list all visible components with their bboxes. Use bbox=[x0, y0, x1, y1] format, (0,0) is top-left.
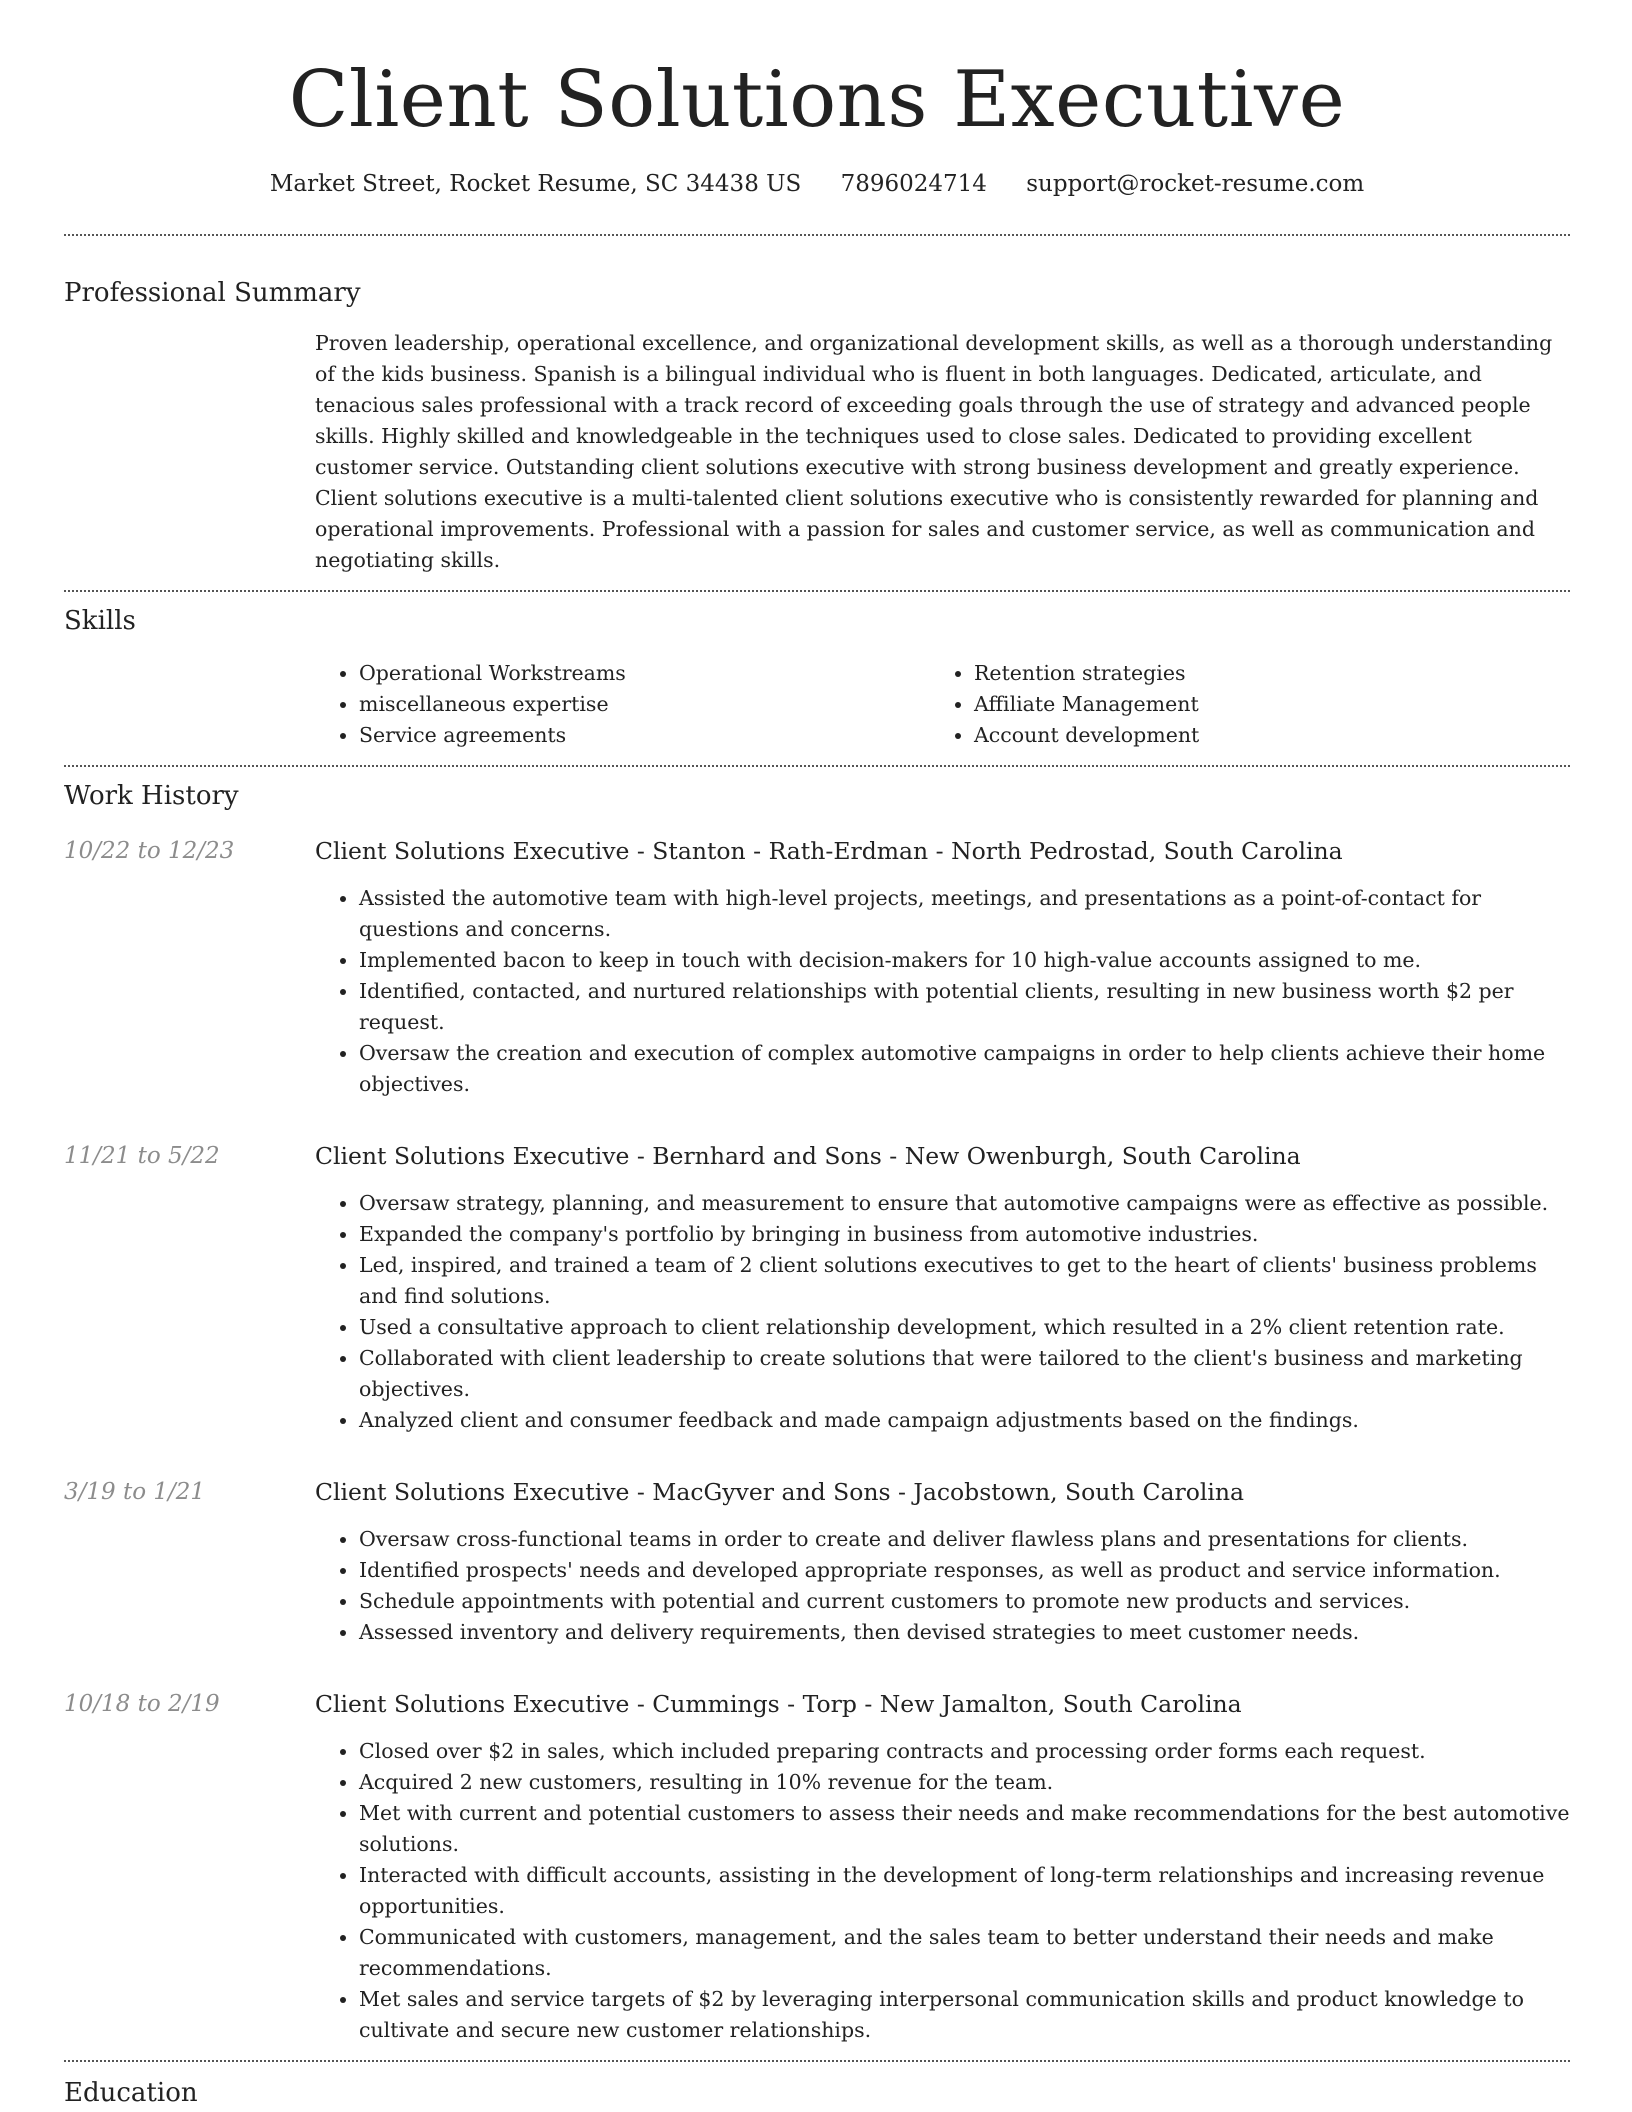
summary-heading: Professional Summary bbox=[64, 278, 361, 308]
skill-item: • Service agreements bbox=[359, 720, 930, 751]
contact-email: support@rocket-resume.com bbox=[1026, 171, 1365, 197]
work-history-heading: Work History bbox=[64, 781, 239, 811]
job-bullet: • Assisted the automotive team with high-level projects, meetings, and presentations as a point-of-contact for questions and concerns. bbox=[359, 883, 1570, 945]
job-entry bbox=[64, 1688, 1570, 2046]
job-title: Client Solutions Executive - Cummings - Torp - New Jamalton, South Carolina bbox=[315, 1690, 1242, 1718]
job-bullet: • Assessed inventory and delivery requirements, then devised strategies to meet customer needs. bbox=[359, 1617, 1570, 1648]
education-heading: Education bbox=[64, 2078, 198, 2108]
summary-section bbox=[64, 236, 1570, 576]
job-dates: 11/21 to 5/22 bbox=[64, 1143, 220, 1169]
job-title: Client Solutions Executive - Stanton - Rath-Erdman - North Pedrostad, South Carolina bbox=[315, 837, 1343, 865]
skill-item: • Account development bbox=[974, 720, 1545, 751]
job-bullet: • Collaborated with client leadership to create solutions that were tailored to the client's business and marketing objectives. bbox=[359, 1343, 1570, 1405]
job-bullet: • Interacted with difficult accounts, assisting in the development of long-term relationships and increasing revenue opportunities. bbox=[359, 1860, 1570, 1922]
skills-column-left bbox=[315, 658, 930, 751]
job-bullet: • Identified, contacted, and nurtured relationships with potential clients, resulting in new business worth $2 per request. bbox=[359, 976, 1570, 1038]
job-dates: 10/22 to 12/23 bbox=[64, 838, 235, 864]
contact-phone: 7896024714 bbox=[840, 171, 987, 197]
job-entry bbox=[64, 835, 1570, 1100]
job-bullet: • Expanded the company's portfolio by bringing in business from automotive industries. bbox=[359, 1219, 1570, 1250]
skill-item: • Operational Workstreams bbox=[359, 658, 930, 689]
skill-item: • Retention strategies bbox=[974, 658, 1545, 689]
education-section bbox=[64, 2062, 1570, 2110]
job-bullet: • Communicated with customers, management, and the sales team to better understand their needs and make recommendations. bbox=[359, 1922, 1570, 1984]
summary-text: Proven leadership, operational excellence, and organizational development skills, as well as a thorough understanding of the kids business. Spanish is a bilingual individual who is fluent in both languages. Dedicated, articulate, and tenacious sales professional with a track record of exceeding goals through the use of strategy and advanced people skills. Highly skilled and knowledgeable in the techniques used to close sales. Dedicated to providing excellent customer service. Outstanding client solutions executive with strong business development and greatly experience. Client solutions executive is a multi-talented client solutions executive who is consistently rewarded for planning and operational improvements. Professional with a passion for sales and customer service, as well as communication and negotiating skills. bbox=[315, 331, 1553, 572]
job-entry bbox=[64, 1140, 1570, 1436]
skill-item: • miscellaneous expertise bbox=[359, 689, 930, 720]
work-history-section bbox=[64, 767, 1570, 2046]
job-bullet: • Met sales and service targets of $2 by leveraging interpersonal communication skills and product knowledge to cultivate and secure new customer relationships. bbox=[359, 1984, 1570, 2046]
job-bullet: • Schedule appointments with potential and current customers to promote new products and services. bbox=[359, 1586, 1570, 1617]
job-title: Client Solutions Executive - MacGyver and Sons - Jacobstown, South Carolina bbox=[315, 1478, 1245, 1506]
contact-address: Market Street, Rocket Resume, SC 34438 US bbox=[269, 171, 802, 197]
job-bullet: • Analyzed client and consumer feedback and made campaign adjustments based on the findings. bbox=[359, 1405, 1570, 1436]
skill-item: • Affiliate Management bbox=[974, 689, 1545, 720]
job-bullet: • Met with current and potential customers to assess their needs and make recommendations for the best automotive solutions. bbox=[359, 1798, 1570, 1860]
skills-heading: Skills bbox=[64, 606, 136, 636]
job-entry bbox=[64, 1476, 1570, 1648]
job-bullet: • Oversaw cross-functional teams in order to create and deliver flawless plans and presentations for clients. bbox=[359, 1524, 1570, 1555]
job-bullet: • Acquired 2 new customers, resulting in 10% revenue for the team. bbox=[359, 1767, 1570, 1798]
resume-page bbox=[64, 0, 1570, 2110]
contact-line bbox=[64, 168, 1570, 200]
job-title: Client Solutions Executive - Bernhard and Sons - New Owenburgh, South Carolina bbox=[315, 1142, 1301, 1170]
job-bullet: • Closed over $2 in sales, which included preparing contracts and processing order forms each request. bbox=[359, 1736, 1570, 1767]
job-dates: 10/18 to 2/19 bbox=[64, 1691, 220, 1717]
job-bullet: • Identified prospects' needs and developed appropriate responses, as well as product and service information. bbox=[359, 1555, 1570, 1586]
job-bullet: • Oversaw the creation and execution of complex automotive campaigns in order to help clients achieve their home objectives. bbox=[359, 1038, 1570, 1100]
job-bullet: • Oversaw strategy, planning, and measurement to ensure that automotive campaigns were as effective as possible. bbox=[359, 1188, 1570, 1219]
job-bullet: • Led, inspired, and trained a team of 2 client solutions executives to get to the heart of clients' business problems and find solutions. bbox=[359, 1250, 1570, 1312]
skills-column-right bbox=[930, 658, 1545, 751]
job-bullet: • Used a consultative approach to client relationship development, which resulted in a 2% client retention rate. bbox=[359, 1312, 1570, 1343]
skills-section bbox=[64, 592, 1570, 765]
job-bullet: • Implemented bacon to keep in touch with decision-makers for 10 high-value accounts assigned to me. bbox=[359, 945, 1570, 976]
resume-name: Client Solutions Executive bbox=[288, 55, 1346, 145]
job-dates: 3/19 to 1/21 bbox=[64, 1479, 206, 1505]
